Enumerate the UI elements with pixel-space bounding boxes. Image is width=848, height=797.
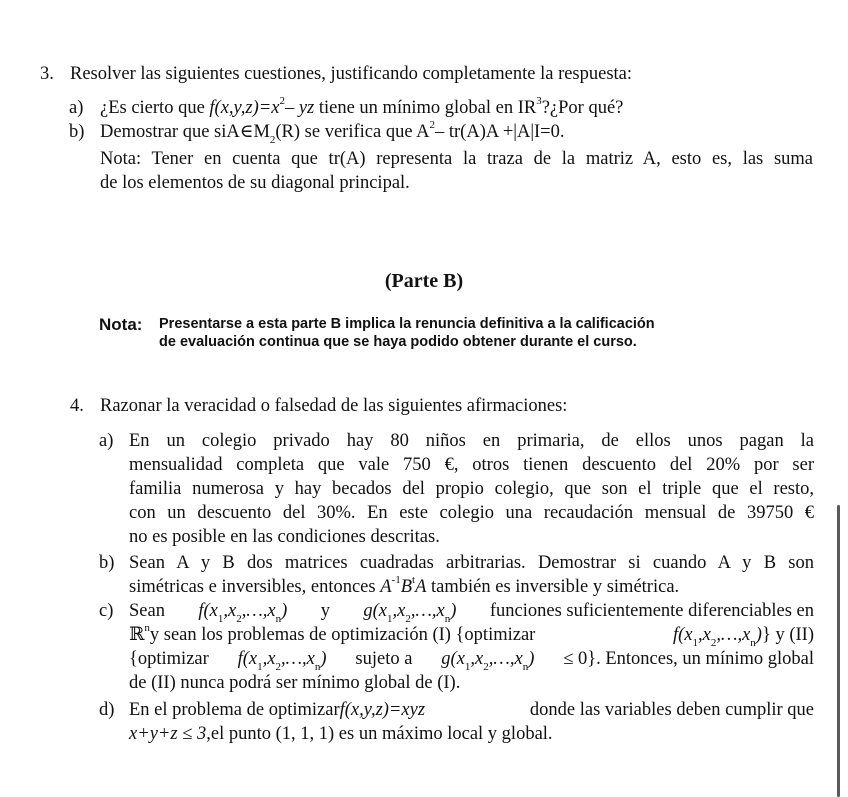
q4b-line1: Sean A y B dos matrices cuadradas arbitrarias. Demostrar si cuando A y B son <box>129 553 814 573</box>
parte-b-heading: (Parte B) <box>384 270 464 292</box>
q4a-line: no es posible en las condiciones descritas. <box>129 527 440 547</box>
q3b-text: Demostrar que $siA\in M_2(R)$ se verifica que $A^2-$ tr(A)A +|A|I=0. <box>100 118 565 146</box>
q4c-line4: de (II) nunca podrá ser mínimo global de (I). <box>129 673 461 693</box>
q4a-label: a) <box>99 431 114 451</box>
q4d-line1: En el problema de optimizarf(x,y,z)=xyz donde las variables deben cumplir que <box>129 700 814 720</box>
q3b-label: b) <box>69 122 85 142</box>
question-3-title: Resolver las siguientes cuestiones, justificando completamente la respuesta: <box>70 64 633 84</box>
q4a-line: familia numerosa y hay becados del propio colegio, que son el triple que el resto, <box>129 479 814 499</box>
q3-nota-line1: Nota: Tener en cuenta que tr(A) representa la traza de la matriz A, esto es, las suma <box>100 149 813 169</box>
q3a-text: ¿Es cierto que $f(x,y,z)=x^2-$ yz tiene un mínimo global en $IR^3?¿Por$ qué? <box>100 94 624 118</box>
parte-b-nota-line2: de evaluación continua que se haya podido obtener durante el curso. <box>159 334 637 350</box>
q4c-line2: ℝ$^n$y sean los problemas de optimización (I) {optimizar $f(x_1,x_2,\dots,x_n)$} y (II) <box>129 621 814 649</box>
q4b-line2: simétricas e inversibles, entonces $A^{-1}B^tA$ también es inversible y simétrica. <box>129 573 680 597</box>
parte-b-nota-label: Nota: <box>99 315 143 334</box>
q3-nota-line2: de los elementos de su diagonal principal. <box>100 173 410 193</box>
q4a-line: En un colegio privado hay 80 niños en primaria, de ellos unos pagan la <box>129 431 814 451</box>
q3a-label: a) <box>69 98 84 118</box>
question-4-number: 4. <box>70 396 84 416</box>
q4d-label: d) <box>99 700 115 720</box>
question-4-title: Razonar la veracidad o falsedad de las siguientes afirmaciones: <box>100 396 568 416</box>
q4c-line1: Sean $f(x_1,x_2,\dots,x_n)$ y $g(x_1,x_2,\dots,x_n)$ funciones suficientemente diferenciables en <box>129 601 814 625</box>
q4c-label: c) <box>99 601 114 621</box>
question-3-number: 3. <box>40 64 54 84</box>
vertical-scrollbar[interactable] <box>837 505 840 797</box>
q4a-line: mensualidad completa que vale 750 €, otros tienen descuento del 20% por ser <box>129 455 814 475</box>
q4b-label: b) <box>99 553 115 573</box>
q4d-line2: x+y+z ≤ 3,el punto (1, 1, 1) es un máximo local y global. <box>129 724 553 744</box>
q4a-line: con un descuento del 30%. En este colegio una recaudación mensual de 39750 € <box>129 503 814 523</box>
q4c-line3: {optimizar $f(x_1,x_2,\dots,x_n)$ sujeto a $g(x_1,x_2,\dots,x_n)$ ≤ 0}. Entonces, un mínimo global <box>129 649 814 673</box>
parte-b-nota-line1: Presentarse a esta parte B implica la renuncia definitiva a la calificación <box>159 316 655 332</box>
